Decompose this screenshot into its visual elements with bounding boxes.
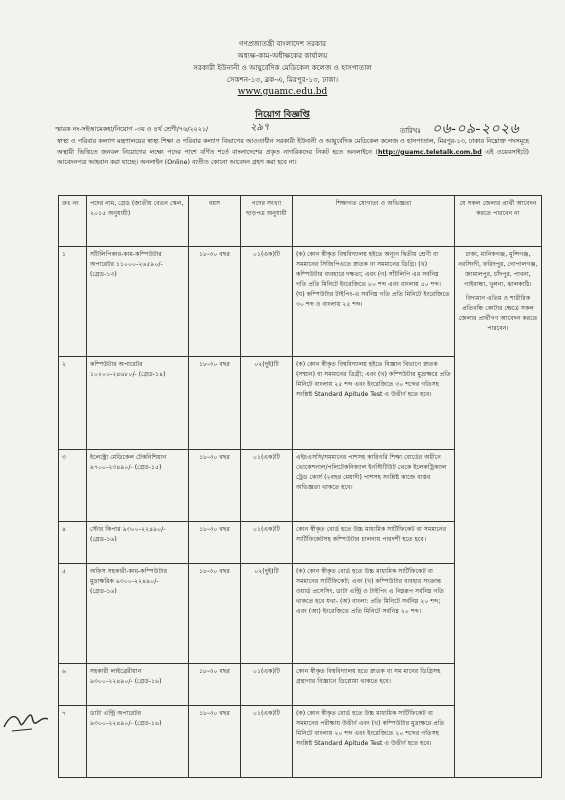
row-serial: ৬: [59, 664, 87, 706]
row-count: ০১(এক)টি: [241, 247, 293, 357]
college-name: সরকারী ইউনানী ও আয়ুর্বেদিক মেডিকেল কলেজ ও হাসপাতাল: [193, 63, 372, 72]
row-age: ১৮-৩০ বছর: [189, 664, 241, 706]
row-age: ১৮-৩০ বছর: [189, 247, 241, 357]
districts-note-cell: [455, 247, 542, 778]
row-age: ১৮-৩০ বছর: [189, 564, 241, 664]
row-post: অফিস সহকারী-কাম-কম্পিউটার মুদ্রাক্ষরিক ৯৩০০-২২৪৯০/- (গ্রেড-১৬): [87, 564, 189, 664]
office-line: অধ্যক্ষ-কাম-অধীক্ষকের কার্যালয়: [237, 51, 328, 60]
row-post: সহকারী লাইব্রেরীয়ান ৯৩০০-২২৪৯০/- (গ্রেড-১৬): [87, 664, 189, 706]
row-qualification: (ক) কোন স্বীকৃত বোর্ড হতে উচ্চ মাধ্যমিক সার্টিফিকেট বা সমমানের সার্টিফিকেট; এবং (খ) কম্পিউটার ব্যবহার সংক্রান্ত ওয়ার্ড প্রসেসিং, ডাটা এন্ট্রি ও টাইপিং এ নিম্নরূপ সর্বনিম্ন গতি থাকতে হবে যথা- (অ) বাংলা: প্রতি মিনিটে সর্বনিম্ন ২০ শব্দ; এবং (আ) ইংরেজিতে প্রতি মিনিটে সর্বনিম্ন ২০ শব্দ।: [293, 564, 455, 664]
row-age: ১৮-৩০ বছর: [189, 450, 241, 522]
intro-paragraph: [57, 137, 529, 169]
row-count: ০১(এক)টি: [241, 522, 293, 564]
row-age: ১৮-৩০ বছর: [189, 522, 241, 564]
row-count: ০২(দুই)টি: [241, 357, 293, 450]
table-row: [59, 247, 542, 357]
header-post: পদের নাম, গ্রেড (জাতীয় বেতন স্কেল, ২০১৫ অনুযায়ী): [87, 196, 189, 247]
address-line: সেকশন-১৩, ব্লক-এ, মিরপুর-১৩, ঢাকা।: [226, 75, 339, 84]
header-districts: যে সকল জেলার প্রার্থী আবেদন করতে পারবেন না: [455, 196, 542, 247]
document-header: [0, 38, 565, 99]
row-qualification: কোন স্বীকৃত বিশ্ববিদ্যালয় হতে স্নাতক বা সম মানের ডিগ্রিসহ গ্রন্থাগার বিজ্ঞানে ডিপ্লোমা থাকতে হবে।: [293, 664, 455, 706]
row-serial: ৫: [59, 564, 87, 664]
excluded-districts: ঢাকা, মানিকগঞ্জ, মুন্সিগঞ্জ, নরসিংদী, ফরিদপুর, গোপালগঞ্জ, জামালপুর, চাঁদপুর, পাবনা, গাইবান্ধা, খুলনা, ঝালকাঠি।: [458, 251, 538, 288]
row-post: ডাটা এন্ট্রি অপারেটর ৯৩০০-২২৪৯০/- (গ্রেড-১৬): [87, 706, 189, 778]
header-qualification: শিক্ষাগত যোগ্যতা ও অভিজ্ঞতা: [293, 196, 455, 247]
row-count: ০২(দুই)টি: [241, 564, 293, 664]
row-count: ০১(এক)টি: [241, 706, 293, 778]
row-count: ০১(এক)টি: [241, 450, 293, 522]
handwritten-signature: [2, 705, 52, 739]
header-serial: ক্রঃ নং: [59, 196, 87, 247]
row-serial: ২: [59, 357, 87, 450]
row-serial: ৪: [59, 522, 87, 564]
row-post: কম্পিউটার অপারেটর ১০২০০-২৪৬৮০/- (গ্রেড-১৪): [87, 357, 189, 450]
row-qualification: (ক) কোন স্বীকৃত বোর্ড হতে উচ্চ মাধ্যমিক সার্টিফিকেট বা সমমানের পরীক্ষায় উত্তীর্ণ এবং (খ) কম্পিউটার মুদ্রাক্ষরে প্রতি মিনিটে বাংলায় ২০ শব্দ এবং ইংরেজিতে ২০ শব্দের গতিসহ সংশ্লিষ্ট Standard Apitude Test এ উত্তীর্ণ হতে হবে।: [293, 706, 455, 778]
quota-note: বিদ্যমান এতিম ও শারীরিক প্রতিবন্ধি কোটার ক্ষেত্রে সকল জেলার প্রার্থীগণ আবেদন করতে পারবেন।: [458, 295, 538, 332]
header-count: পদের সংখ্যা ছাড়পত্র অনুযায়ী: [241, 196, 293, 247]
row-age: ১৮-৩০ বছর: [189, 357, 241, 450]
row-qualification: (ক) কোন স্বীকৃত বিশ্ববিদ্যালয় হইতে অন্যূন দ্বিতীয় শ্রেণী বা সমমানের সিজিপিএতে স্নাতক বা সমমানের ডিগ্রি। (খ) কম্পিউটার ব্যবহারে দক্ষতা; এবং (গ) সাঁটলিপি এর সর্বনিম্ন গতি প্রতি মিনিটে ইংরেজিতে ৮০ শব্দ এবং বাংলায় ৫০ শব্দ। (ঘ) কম্পিউটার টাইপিং-এ সর্বনিম্ন গতি প্রতি মিনিটে ইংরেজিতে ৩০ শব্দ ও বাংলায় ২৫ শব্দ।: [293, 247, 455, 357]
memo-number: স্মারক নং-সইআমেকহা/নিয়োগ -৩য় ও ৪র্থ শ্রেণী/৭৬/২০২১/: [55, 125, 209, 133]
website-link[interactable]: www.guamc.edu.bd: [237, 87, 328, 97]
memo-handwritten-number: ২৯৭: [250, 122, 270, 133]
row-post: ইলেক্ট্রো মেডিকেল টেকনিশিয়ান ৯৭০০-২৩৪৯০/- (গ্রেড-১৫): [87, 450, 189, 522]
intro-text-2: এই ওয়েবসাইটে) আবেদনপত্র আহবান করা যাচ্ছে। অনলাইন (Online) ব্যতীত কোনো আবেদন গ্রহণ করা হবে না।: [57, 148, 529, 166]
table-header-row: [59, 196, 542, 247]
row-serial: ৭: [59, 706, 87, 778]
row-qualification: কোন স্বীকৃত বোর্ড হতে উচ্চ মাধ্যমিক সার্টিফিকেট বা সমমানের সার্টিফিকেটসহ কম্পিউটার চালনায় পারদর্শী হতে হবে।: [293, 522, 455, 564]
row-serial: ১: [59, 247, 87, 357]
header-age: বয়স: [189, 196, 241, 247]
date-label: তারিখঃ: [400, 127, 421, 135]
intro-text-1: স্বাস্থ্য ও পরিবার কল্যাণ মন্ত্রণালয়ের স্বাস্থ্য শিক্ষা ও পরিবার কল্যাণ বিভাগের আওতাধীন সরকারী ইউনানী ও আয়ুর্বেদিক মেডিকেল কলেজ ও হাসপাতাল, মিরপুর-১৩, ঢাকার নিম্নোক্ত পদসমূহে অস্থায়ী ভিত্তিতে জনবল নিয়োগের লক্ষ্যে পদের পাশে বর্ণিত শর্তে বাংলাদেশের প্রকৃত নাগরিকদের নিকট হতে অনলাইনে (: [57, 138, 529, 156]
application-link[interactable]: http://guamc.teletalk.com.bd: [377, 148, 482, 156]
govt-line: গণপ্রজাতন্ত্রী বাংলাদেশ সরকার: [238, 39, 327, 48]
row-age: ১৮-৩০ বছর: [189, 706, 241, 778]
row-serial: ৩: [59, 450, 87, 522]
notice-title: নিয়োগ বিজ্ঞপ্তি: [255, 110, 310, 120]
row-qualification: এইচএসসি/সমমানের পাশসহ কারিগরি শিক্ষা বোর্ডের অধীনে ভোকেশনাল/পলিটেকনিক্যাল ইনস্টিটিউট থেকে ইলেকট্রিক্যাল ট্রেড কোর্স (২বছর মেয়াদী) পাশসহ সংশ্লিষ্ট কাজে বাস্তব অভিজ্ঞতা থাকতে হবে।: [293, 450, 455, 522]
posts-table: [58, 195, 542, 778]
row-post: স্টোর কিপার ৯৩০০-২২৪৯০/- (গ্রেড-১৬): [87, 522, 189, 564]
row-qualification: (ক) কোন স্বীকৃত বিশ্ববিদ্যালয় হইতে বিজ্ঞান বিভাগে স্নাতক (সম্মান) বা সমমানের ডিগ্রী; এবং (খ) কম্পিউটার মুদ্রাক্ষরে প্রতি মিনিটে বাংলায় ২৫ শব্দ এবং ইংরেজিতে ৩০ শব্দের গতিসহ সংশ্লিষ্ট Standard Apitude Test এ উত্তীর্ণ হতে হবে।: [293, 357, 455, 450]
row-post: সাঁটলিপিকার-কাম-কম্পিউটার অপারেটর ১১০০০-২৬৫৯০/- (গ্রেড-১৩): [87, 247, 189, 357]
row-count: ০১(এক)টি: [241, 664, 293, 706]
handwritten-date: ০৬-০৯-২০২৬: [432, 121, 520, 137]
